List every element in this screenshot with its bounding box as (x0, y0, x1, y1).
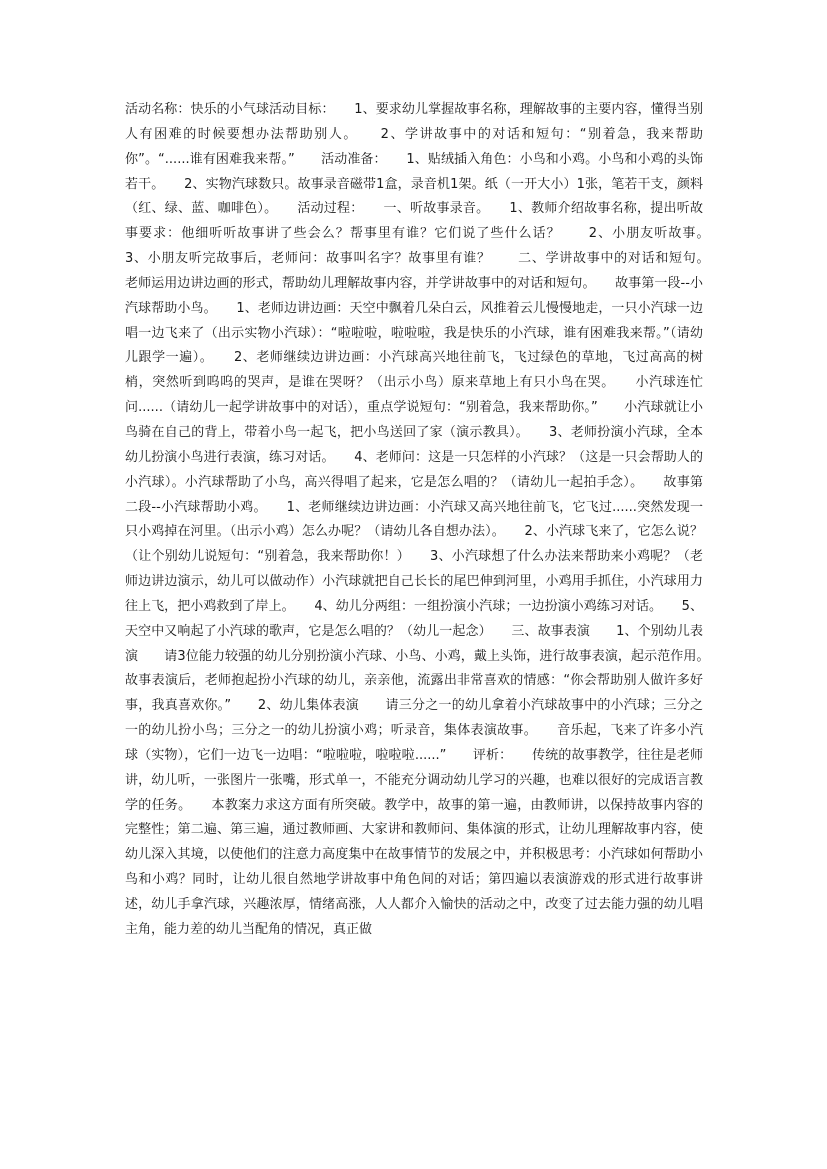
document-page (125, 98, 730, 943)
document-body-text: 活动名称：快乐的小气球活动目标： 1、要求幼儿掌握故事名称，理解故事的主要内容，懂得当别人有困难的时候要想办法帮助别人。 2、学讲故事中的对话和短句：“别着急，我来帮助你”。“......谁有困难我来帮。” 活动准备： 1、贴绒插入角色：小鸟和小鸡。小鸟和小鸡的头饰若干。 2、实物汽球数只。故事录音磁带1盒，录音机1架。纸（一开大小）1张，笔若干支，颜料（红、绿、蓝、咖啡色）。 活动过程： 一、听故事录音。 1、教师介绍故事名称，提出听故事要求：他细听听故事讲了些会么？帮事里有谁？它们说了些什么话？ 2、小朋友听故事。 3、小朋友听完故事后，老师问：故事叫名字？故事里有谁？ 二、学讲故事中的对话和短句。 老师运用边讲边画的形式，帮助幼儿理解故事内容，并学讲故事中的对话和短句。 故事第一段--小汽球帮助小鸟。 1、老师边讲边画：天空中飘着几朵白云，风推着云儿慢慢地走，一只小汽球一边唱一边飞来了（出示实物小汽球）：“啦啦啦，啦啦啦，我是快乐的小汽球，谁有困难我来帮。”（请幼儿跟学一遍）。 2、老师继续边讲边画：小汽球高兴地往前飞，飞过绿色的草地，飞过高高的树梢，突然听到呜呜的哭声，是谁在哭呀？（出示小鸟）原来草地上有只小鸟在哭。 小汽球连忙问......（请幼儿一起学讲故事中的对话），重点学说短句：“别着急，我来帮助你。” 小汽球就让小鸟骑在自己的背上，带着小鸟一起飞，把小鸟送回了家（演示教具）。 3、老师扮演小汽球，全本幼儿扮演小鸟进行表演，练习对话。 4、老师问：这是一只怎样的小汽球？（这是一只会帮助人的小汽球）。小汽球帮助了小鸟，高兴得唱了起来，它是怎么唱的？（请幼儿一起拍手念）。 故事第二段--小汽球帮助小鸡。 1、老师继续边讲边画：小汽球又高兴地往前飞，它飞过......突然发现一只小鸡掉在河里。（出示小鸡）怎么办呢？（请幼儿各自想办法）。 2、小汽球飞来了，它怎么说？（让个别幼儿说短句：“别着急，我来帮助你！） 3、小汽球想了什么办法来帮助来小鸡呢？（老师边讲边演示，幼儿可以做动作）小汽球就把自己长长的尾巴伸到河里，小鸡用手抓住，小汽球用力往上飞，把小鸡救到了岸上。 4、幼儿分两组：一组扮演小汽球；一边扮演小鸡练习对话。 5、天空中又响起了小汽球的歌声，它是怎么唱的？（幼儿一起念） 三、故事表演 1、个别幼儿表演 请3位能力较强的幼儿分别扮演小汽球、小鸟、小鸡，戴上头饰，进行故事表演，起示范作用。 故事表演后，老师抱起扮小汽球的幼儿，亲亲他，流露出非常喜欢的情感：“你会帮助别人做许多好事，我真喜欢你。” 2、幼儿集体表演 请三分之一的幼儿拿着小汽球故事中的小汽球；三分之一的幼儿扮小鸟；三分之一的幼儿扮演小鸡；听录音，集体表演故事。 音乐起，飞来了许多小汽球（实物），它们一边飞一边唱：“啦啦啦，啦啦啦......” 评析： 传统的故事教学，往往是老师讲，幼儿听，一张图片一张嘴，形式单一，不能充分调动幼儿学习的兴趣，也难以很好的完成语言教学的任务。 本教案力求这方面有所突破。教学中，故事的第一遍，由教师讲，以保持故事内容的完整性；第二遍、第三遍，通过教师画、大家讲和教师问、集体演的形式，让幼儿理解故事内容，使幼儿深入其境，以使他们的注意力高度集中在故事情节的发展之中，并积极思考：小汽球如何帮助小鸟和小鸡？同时，让幼儿很自然地学讲故事中角色间的对话；第四遍以表演游戏的形式进行故事讲述，幼儿手拿汽球，兴趣浓厚，情绪高涨，人人都介入愉快的活动之中，改变了过去能力强的幼儿唱主角，能力差的幼儿当配角的情况，真正做 (125, 102, 730, 937)
